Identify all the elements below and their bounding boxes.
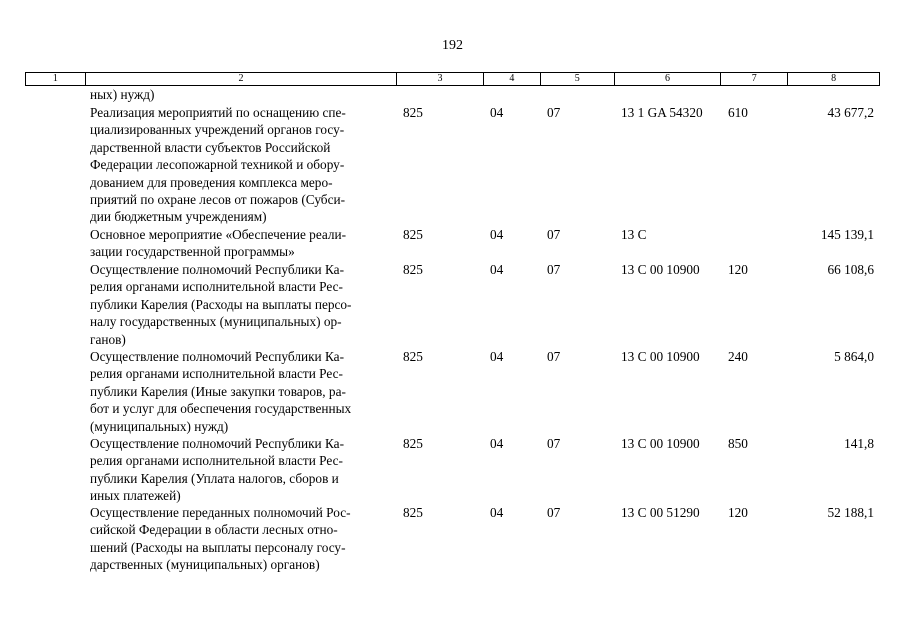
code-subsection: 07: [547, 505, 561, 520]
description-line: циализированных учреждений органов госу-: [90, 122, 345, 138]
description-line: Реализация мероприятий по оснащению спе-: [90, 105, 346, 120]
description-line: приятий по охране лесов от пожаров (Субси-: [90, 192, 346, 208]
row-description: [90, 226, 390, 261]
code-ministry: 825: [403, 436, 423, 451]
description-line: дованием для проведения комплекса меро-: [90, 174, 333, 190]
description-line: публики Карелия (Расходы на выплаты персо-: [90, 296, 352, 312]
description-line: ганов): [90, 331, 126, 347]
code-section: 04: [490, 105, 504, 120]
code-expense-type: 850: [728, 436, 748, 451]
description-line: дии бюджетным учреждениям): [90, 209, 267, 225]
description-line: налу государственных (муниципальных) ор-: [90, 314, 342, 330]
code-subsection: 07: [547, 436, 561, 451]
column-header-8: 8: [831, 73, 837, 84]
amount: 5 864,0: [834, 349, 874, 364]
code-subsection: 07: [547, 262, 561, 277]
code-target-article: 13 С 00 10900: [621, 349, 700, 364]
code-target-article: 13 1 GA 54320: [621, 105, 703, 120]
description-line: публики Карелия (Иные закупки товаров, ра-: [90, 383, 346, 399]
description-line: Основное мероприятие «Обеспечение реали-: [90, 227, 347, 242]
code-ministry: 825: [403, 505, 423, 520]
description-line: иных платежей): [90, 488, 181, 504]
code-section: 04: [490, 505, 504, 520]
description-line: шений (Расходы на выплаты персоналу госу-: [90, 539, 346, 555]
code-section: 04: [490, 436, 504, 451]
code-section: 04: [490, 262, 504, 277]
page-number: 192: [442, 38, 463, 53]
description-line: Осуществление переданных полномочий Рос-: [90, 505, 351, 520]
column-header-5: 5: [541, 73, 615, 85]
column-header-1: 1: [26, 73, 86, 85]
code-expense-type: 240: [728, 349, 748, 364]
row-description: [90, 435, 390, 505]
row-description: [90, 261, 390, 348]
code-expense-type: 120: [728, 262, 748, 277]
description-line: сийской Федерации в области лесных отно-: [90, 522, 338, 538]
description-line: ных) нужд): [90, 87, 155, 102]
description-line: Осуществление полномочий Республики Ка-: [90, 436, 345, 451]
column-header-6: 6: [615, 73, 722, 85]
amount: 141,8: [844, 436, 874, 451]
description-line: релия органами исполнительной власти Рес-: [90, 366, 343, 382]
column-header-4: 4: [484, 73, 541, 85]
description-line: Осуществление полномочий Республики Ка-: [90, 262, 345, 277]
code-target-article: 13 С: [621, 227, 647, 242]
code-target-article: 13 С 00 10900: [621, 262, 700, 277]
code-ministry: 825: [403, 349, 423, 364]
row-description: [90, 348, 390, 435]
amount: 43 677,2: [827, 105, 874, 120]
amount: 52 188,1: [827, 505, 874, 520]
code-subsection: 07: [547, 105, 561, 120]
amount: 145 139,1: [820, 227, 874, 242]
column-header-7: 7: [721, 73, 788, 85]
code-target-article: 13 С 00 51290: [621, 505, 700, 520]
continuation-text: [90, 86, 390, 103]
code-ministry: 825: [403, 262, 423, 277]
column-header-row: [25, 72, 880, 86]
description-line: Осуществление полномочий Республики Ка-: [90, 349, 345, 364]
column-header-3: 3: [397, 73, 484, 85]
description-line: (муниципальных) нужд): [90, 418, 229, 434]
description-line: бот и услуг для обеспечения государственных: [90, 401, 352, 417]
description-line: Федерации лесопожарной техникой и обору-: [90, 157, 345, 173]
row-description: [90, 504, 390, 574]
description-line: зации государственной программы»: [90, 244, 295, 260]
code-subsection: 07: [547, 227, 561, 242]
description-line: дарственной власти субъектов Российской: [90, 139, 331, 155]
description-line: публики Карелия (Уплата налогов, сборов и: [90, 470, 339, 486]
code-section: 04: [490, 349, 504, 364]
code-target-article: 13 С 00 10900: [621, 436, 700, 451]
row-description: [90, 104, 390, 226]
code-ministry: 825: [403, 227, 423, 242]
code-expense-type: 610: [728, 105, 748, 120]
amount: 66 108,6: [827, 262, 874, 277]
column-header-2: 2: [86, 73, 397, 85]
code-subsection: 07: [547, 349, 561, 364]
description-line: релия органами исполнительной власти Рес-: [90, 279, 343, 295]
code-section: 04: [490, 227, 504, 242]
code-expense-type: 120: [728, 505, 748, 520]
code-ministry: 825: [403, 105, 423, 120]
description-line: дарственных (муниципальных) органов): [90, 557, 320, 573]
description-line: релия органами исполнительной власти Рес-: [90, 453, 343, 469]
